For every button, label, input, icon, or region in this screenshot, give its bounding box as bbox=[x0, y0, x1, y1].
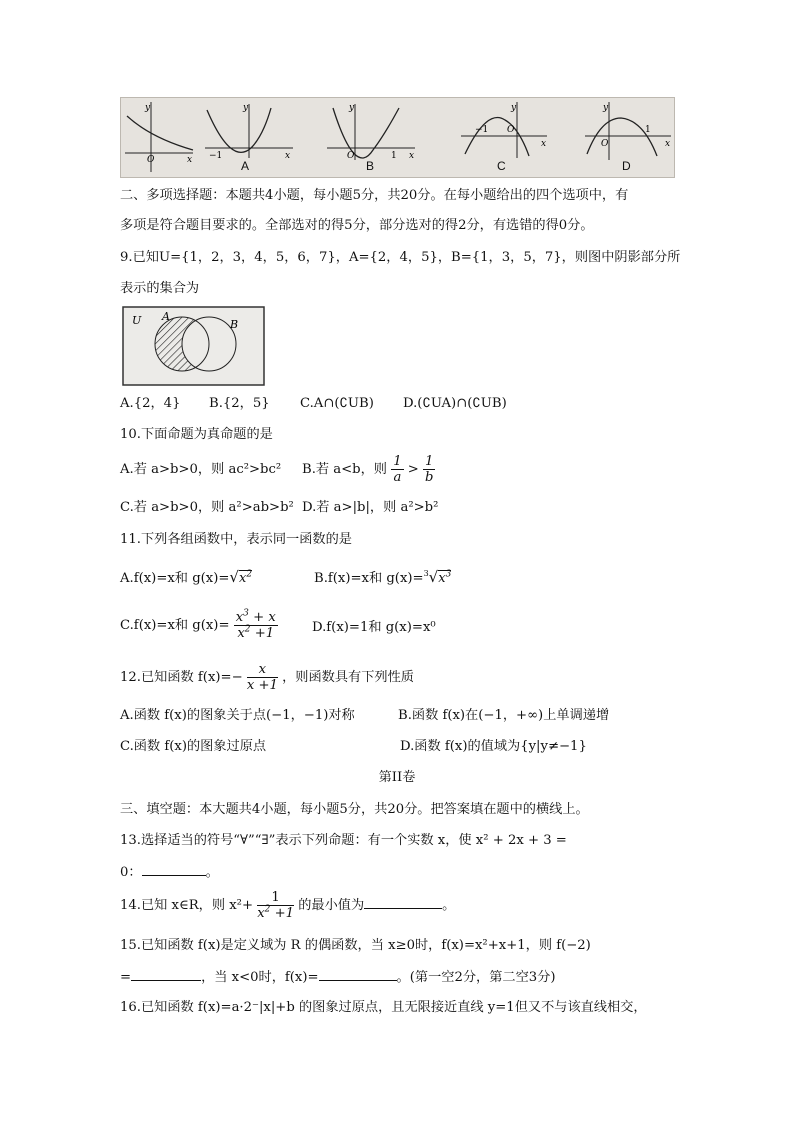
cube-root-x-cubed: $^3√x^3$ bbox=[423, 568, 452, 586]
q13-line1: 13.选择适当的符号“∀”“∃”表示下列命题：有一个实数 x，使 x² + 2x + 3 = bbox=[120, 833, 567, 848]
q15-line2-mid: ，当 x<0时，f(x)= bbox=[201, 970, 319, 985]
venn-label-u: U bbox=[132, 314, 142, 327]
fraction-1-over-b: $\frac{1}{b}$ bbox=[425, 454, 434, 485]
q9-stem-line2: 表示的集合为 bbox=[120, 281, 200, 296]
q10-option-b: B.若 a<b，则 $\frac{1}{a}$ > $\frac{1}{b}$ bbox=[302, 454, 434, 485]
q14-text: 14.已知 x∈R，则 x²+ bbox=[120, 898, 254, 913]
q14-line bbox=[120, 886, 455, 926]
q10-option-c: C.若 a>b>0，则 a²>ab>b² bbox=[120, 500, 294, 515]
svg-text:x: x bbox=[665, 139, 671, 149]
q10-option-d: D.若 a>|b|，则 a²>b² bbox=[302, 500, 439, 515]
q11-option-d: D.f(x)=1和 g(x)=x⁰ bbox=[312, 620, 436, 635]
svg-text:x: x bbox=[541, 139, 547, 149]
svg-text:−1: −1 bbox=[209, 151, 223, 161]
svg-text:x: x bbox=[285, 151, 291, 161]
svg-text:x: x bbox=[187, 155, 193, 165]
graph-decreasing-curve bbox=[121, 98, 197, 177]
q11-option-c bbox=[120, 606, 278, 646]
svg-text:O: O bbox=[601, 139, 609, 149]
svg-text:O: O bbox=[507, 125, 515, 135]
q11-option-b bbox=[314, 567, 451, 589]
svg-text:x: x bbox=[409, 151, 415, 161]
q15-line2 bbox=[120, 966, 556, 988]
sqrt-x-squared: $√x^2$ bbox=[229, 568, 253, 586]
q15-line1: 15.已知函数 f(x)是定义域为 R 的偶函数，当 x≥0时，f(x)=x²+x+1，则 f(−2) bbox=[120, 938, 591, 953]
q12-stem bbox=[120, 658, 414, 698]
q15-answer-blank-1[interactable] bbox=[131, 966, 201, 981]
svg-text:y: y bbox=[243, 103, 249, 113]
q11-stem: 11.下列各组函数中，表示同一函数的是 bbox=[120, 532, 352, 547]
svg-text:y: y bbox=[603, 103, 609, 113]
q15-answer-blank-2[interactable] bbox=[319, 966, 397, 981]
q14-answer-blank[interactable] bbox=[364, 894, 442, 909]
q16-line1: 16.已知函数 f(x)=a·2⁻|x|+b 的图象过原点，且无限接近直线 y=1但又不与该直线相交， bbox=[120, 1000, 647, 1015]
graph-label-c: C bbox=[497, 159, 506, 173]
q11-option-b-text: B.f(x)=x和 g(x)= bbox=[314, 571, 424, 586]
q11-option-a-text: A.f(x)=x和 g(x)= bbox=[120, 571, 230, 586]
svg-text:−1: −1 bbox=[475, 125, 489, 135]
section2-line1: 二、多项选择题：本题共4小题，每小题5分，共20分。在每小题给出的四个选项中，有 bbox=[120, 188, 629, 203]
fraction-1-over-a: $\frac{1}{a}$ bbox=[393, 454, 402, 485]
venn-label-a: A bbox=[162, 310, 170, 323]
q9-stem-line1: 9.已知U={1，2，3，4，5，6，7}，A={2，4，5}，B={1，3，5，7}，则图中阴影部分所 bbox=[120, 250, 681, 265]
q13-line2-text: 0： bbox=[120, 865, 142, 880]
q10-option-b-text: B.若 a<b，则 bbox=[302, 462, 387, 477]
svg-text:O: O bbox=[347, 151, 355, 161]
graph-label-d: D bbox=[622, 159, 631, 173]
section3-header: 三、填空题：本大题共4小题，每小题5分，共20分。把答案填在题中的横线上。 bbox=[120, 802, 589, 817]
q14-end: 。 bbox=[442, 898, 456, 913]
fraction-1-over-x2-plus-1: $\frac{1}{x^2 +1}$ bbox=[257, 890, 295, 921]
q15-line2-eq: = bbox=[120, 970, 132, 985]
q9-option-d: D.(∁UA)∩(∁UB) bbox=[403, 396, 507, 411]
q12-stem-tail: ，则函数具有下列性质 bbox=[282, 670, 414, 685]
q12-option-d: D.函数 f(x)的值域为{y|y≠−1} bbox=[400, 739, 587, 754]
q13-answer-blank[interactable] bbox=[142, 861, 206, 876]
q9-option-a: A.{2，4} bbox=[120, 396, 181, 411]
q11-option-a bbox=[120, 567, 252, 589]
q9-option-b: B.{2，5} bbox=[209, 396, 270, 411]
part2-title: 第II卷 bbox=[378, 770, 416, 785]
fraction-x-over-x-plus-1: $\frac{x}{x +1}$ bbox=[246, 662, 278, 693]
section2-line2: 多项是符合题目要求的。全部选对的得5分，部分选对的得2分，有选错的得0分。 bbox=[120, 218, 594, 233]
function-graphs-strip bbox=[120, 97, 675, 178]
fraction-x3-plus-x-over-x2-plus-1: $\frac{x^3 + x}{x^2 +1}$ bbox=[235, 608, 276, 641]
q15-line2-end: 。(第一空2分，第二空3分) bbox=[396, 970, 556, 985]
q13-line2-end: 。 bbox=[205, 865, 219, 880]
svg-text:O: O bbox=[147, 155, 155, 165]
svg-text:y: y bbox=[511, 103, 517, 113]
q13-line2 bbox=[120, 861, 219, 883]
svg-text:y: y bbox=[349, 103, 355, 113]
svg-text:1: 1 bbox=[391, 151, 397, 161]
q9-option-c: C.A∩(∁UB) bbox=[300, 396, 374, 411]
venn-label-b: B bbox=[230, 318, 239, 331]
q12-stem-text: 12.已知函数 f(x)=− bbox=[120, 670, 243, 685]
q12-option-b: B.函数 f(x)在(−1，+∞)上单调递增 bbox=[398, 708, 610, 723]
q12-option-c: C.函数 f(x)的图象过原点 bbox=[120, 739, 267, 754]
venn-diagram bbox=[122, 306, 265, 386]
q10-stem: 10.下面命题为真命题的是 bbox=[120, 427, 273, 442]
graph-label-b: B bbox=[366, 159, 375, 173]
svg-text:y: y bbox=[145, 103, 151, 113]
svg-text:1: 1 bbox=[645, 125, 651, 135]
graph-label-a: A bbox=[241, 159, 250, 173]
q11-option-c-text: C.f(x)=x和 g(x)= bbox=[120, 618, 230, 633]
q10-option-a: A.若 a>b>0，则 ac²>bc² bbox=[120, 462, 282, 477]
q14-text-post: 的最小值为 bbox=[298, 898, 365, 913]
q12-option-a: A.函数 f(x)的图象关于点(−1，−1)对称 bbox=[120, 708, 355, 723]
